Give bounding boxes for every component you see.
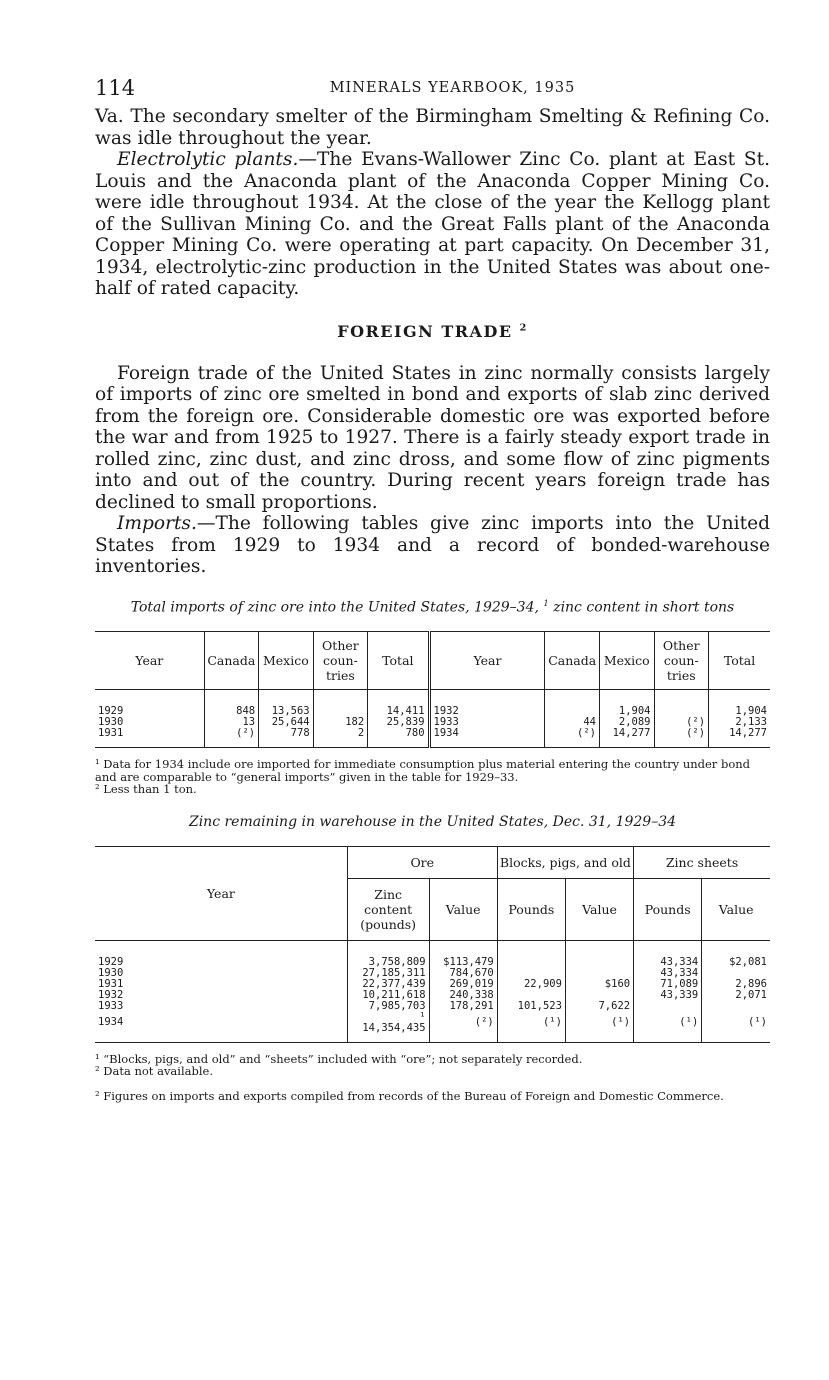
- table-note: ² Data not available.: [95, 1064, 214, 1079]
- cell: 10,211,618: [347, 990, 429, 1001]
- section-title-text: FOREIGN TRADE: [337, 321, 513, 341]
- col-mexico-2: Mexico: [599, 632, 654, 690]
- cell: 240,338: [429, 990, 497, 1001]
- table-note: ² Less than 1 ton.: [95, 782, 197, 797]
- cell: [702, 968, 770, 979]
- cell: (¹): [634, 1012, 702, 1043]
- imports-table: [95, 631, 770, 748]
- col-group-sheets: Zinc sheets: [634, 846, 770, 878]
- table2-notes: [95, 1053, 770, 1078]
- paragraph-lead: Imports.: [117, 513, 197, 534]
- table-note: ¹ “Blocks, pigs, and old” and “sheets” included with “ore”; not separately recorded.: [95, 1051, 583, 1066]
- cell: 3,758,809: [347, 940, 429, 968]
- cell: 7,985,703: [347, 1001, 429, 1012]
- cell: 2,896: [702, 979, 770, 990]
- cell: (¹): [565, 1012, 633, 1043]
- col-group-ore: Ore: [347, 846, 497, 878]
- cell: 1933: [98, 999, 124, 1012]
- table-note: ¹ Data for 1934 include ore imported for immediate consumption plus material entering the country under bond and are comparable to “general imports” given in the table for 1929–33.: [95, 757, 751, 784]
- page: [95, 70, 770, 1102]
- cell: [497, 990, 565, 1001]
- cell: 25,644: [259, 717, 314, 728]
- cell: [313, 690, 368, 718]
- cell: $113,479: [429, 940, 497, 968]
- table-row: [95, 717, 770, 728]
- section-title-note: 2: [519, 322, 528, 334]
- cell: 1933: [429, 717, 545, 728]
- cell: 1,904: [709, 690, 770, 718]
- section-paragraph-1: Foreign trade of the United States in zinc normally consists largely of imports of zinc ore smelted in bond and exports of slab zinc derived from the foreign ore. Considerable domestic ore was exported before the war and from 1925 to 1927. There is a fairly steady export trade in rolled zinc, zinc dust, and zinc dross, and some flow of zinc pigments into and out of the country. During recent years foreign trade has declined to small proportions.: [95, 362, 770, 513]
- table-row: [95, 728, 770, 748]
- table1-caption: [95, 598, 770, 616]
- col-blocks-pounds: Pounds: [497, 878, 565, 940]
- table1-caption-text: Total imports of zinc ore into the United States, 1929–34,: [130, 599, 539, 616]
- cell: 22,377,439: [347, 979, 429, 990]
- table-row: [95, 990, 770, 1001]
- col-year: Year: [95, 632, 204, 690]
- cell: 13: [204, 717, 259, 728]
- cell: 13,563: [259, 690, 314, 718]
- cell: 14,277: [599, 728, 654, 748]
- section-paragraph-2: [95, 513, 770, 578]
- cell: 27,185,311: [347, 968, 429, 979]
- col-year-2: Year: [429, 632, 545, 690]
- table-row: [95, 1012, 770, 1043]
- cell: 101,523: [497, 1001, 565, 1012]
- cell: (²): [429, 1012, 497, 1043]
- table-row: [95, 968, 770, 979]
- table1-notes: [95, 758, 770, 796]
- col-other-2: Other coun- tries: [654, 632, 709, 690]
- cell: 43,339: [634, 990, 702, 1001]
- cell: 2,133: [709, 717, 770, 728]
- col-year: Year: [95, 846, 347, 940]
- cell: [654, 690, 709, 718]
- cell: 1934: [429, 728, 545, 748]
- cell: 780: [368, 728, 429, 748]
- cell: 1932: [429, 690, 545, 718]
- cell: 1930: [98, 966, 124, 979]
- cell: 25,839: [368, 717, 429, 728]
- cell: 1931: [95, 728, 204, 748]
- page-number: 114: [95, 76, 136, 100]
- paragraph-text: —The Evans-Wallower Zinc Co. plant at East St. Louis and the Anaconda plant of the Anaconda Copper Mining Co. were idle throughout 1934. At the close of the year the Kellogg plant of the Sullivan Mining Co. and the Great Falls plant of the Anaconda Copper Mining Co. were operating at part capacity. On December 31, 1934, electrolytic-zinc production in the United States was about one-half of rated capacity.: [95, 149, 770, 299]
- col-sheets-pounds: Pounds: [634, 878, 702, 940]
- table-row: [95, 979, 770, 990]
- cell: 43,334: [634, 940, 702, 968]
- cell: 1931: [98, 977, 124, 990]
- table1-caption-tail: zinc content in short tons: [553, 599, 735, 616]
- table2-caption: Zinc remaining in warehouse in the United States, Dec. 31, 1929–34: [188, 813, 677, 830]
- table1-caption-note: 1: [543, 597, 549, 608]
- cell: (¹): [497, 1012, 565, 1043]
- cell: 848: [204, 690, 259, 718]
- cell: [497, 940, 565, 968]
- col-sheets-value: Value: [702, 878, 770, 940]
- table-row: [95, 940, 770, 968]
- cell: [565, 968, 633, 979]
- page-footnote: ² Figures on imports and exports compiled from records of the Bureau of Foreign and Domestic Commerce.: [95, 1088, 724, 1103]
- page-header: [95, 70, 770, 106]
- cell: 14,277: [709, 728, 770, 748]
- cell: (²): [654, 717, 709, 728]
- cell: (²): [545, 728, 600, 748]
- col-group-blocks: Blocks, pigs, and old: [497, 846, 633, 878]
- cell: $2,081: [702, 940, 770, 968]
- cell: [545, 690, 600, 718]
- cell: 2,089: [599, 717, 654, 728]
- warehouse-table: [95, 846, 770, 1043]
- col-total-2: Total: [709, 632, 770, 690]
- cell: ¹ 14,354,435: [347, 1012, 429, 1043]
- cell: (²): [654, 728, 709, 748]
- cell: 182: [313, 717, 368, 728]
- col-canada-2: Canada: [545, 632, 600, 690]
- table-row: [95, 1001, 770, 1012]
- cell: 1,904: [599, 690, 654, 718]
- cell: [497, 968, 565, 979]
- intro-paragraph-1: Va. The secondary smelter of the Birmingham Smelting & Refining Co. was idle throughout the year.: [95, 106, 770, 149]
- cell: $160: [565, 979, 633, 990]
- cell: 784,670: [429, 968, 497, 979]
- col-total: Total: [368, 632, 429, 690]
- cell: 14,411: [368, 690, 429, 718]
- cell: [565, 990, 633, 1001]
- section-title: [95, 322, 770, 341]
- cell: 1929: [98, 955, 124, 968]
- cell: [634, 1001, 702, 1012]
- intro-paragraph-2: [95, 149, 770, 300]
- col-zinc-content: Zinc content (pounds): [347, 878, 429, 940]
- cell: [702, 1001, 770, 1012]
- col-other: Other coun- tries: [313, 632, 368, 690]
- running-title: MINERALS YEARBOOK, 1935: [329, 80, 576, 96]
- cell: 1932: [98, 988, 124, 1001]
- table-row: [95, 690, 770, 718]
- cell: 22,909: [497, 979, 565, 990]
- col-canada: Canada: [204, 632, 259, 690]
- cell: (²): [204, 728, 259, 748]
- col-mexico: Mexico: [259, 632, 314, 690]
- cell: 2: [313, 728, 368, 748]
- cell: 44: [545, 717, 600, 728]
- cell: 269,019: [429, 979, 497, 990]
- cell: 1934: [95, 1012, 347, 1043]
- col-ore-value: Value: [429, 878, 497, 940]
- cell: 1929: [98, 705, 124, 718]
- paragraph-text: —The following tables give zinc imports into the United States from 1929 to 1934 and a record of bonded-warehouse inventories.: [95, 513, 770, 577]
- cell: 778: [259, 728, 314, 748]
- cell: 2,071: [702, 990, 770, 1001]
- paragraph-lead: Electrolytic plants.: [117, 149, 299, 170]
- cell: 43,334: [634, 968, 702, 979]
- cell: 1930: [98, 716, 124, 729]
- cell: 178,291: [429, 1001, 497, 1012]
- col-blocks-value: Value: [565, 878, 633, 940]
- cell: [565, 940, 633, 968]
- cell: (¹): [702, 1012, 770, 1043]
- cell: 7,622: [565, 1001, 633, 1012]
- cell: 71,089: [634, 979, 702, 990]
